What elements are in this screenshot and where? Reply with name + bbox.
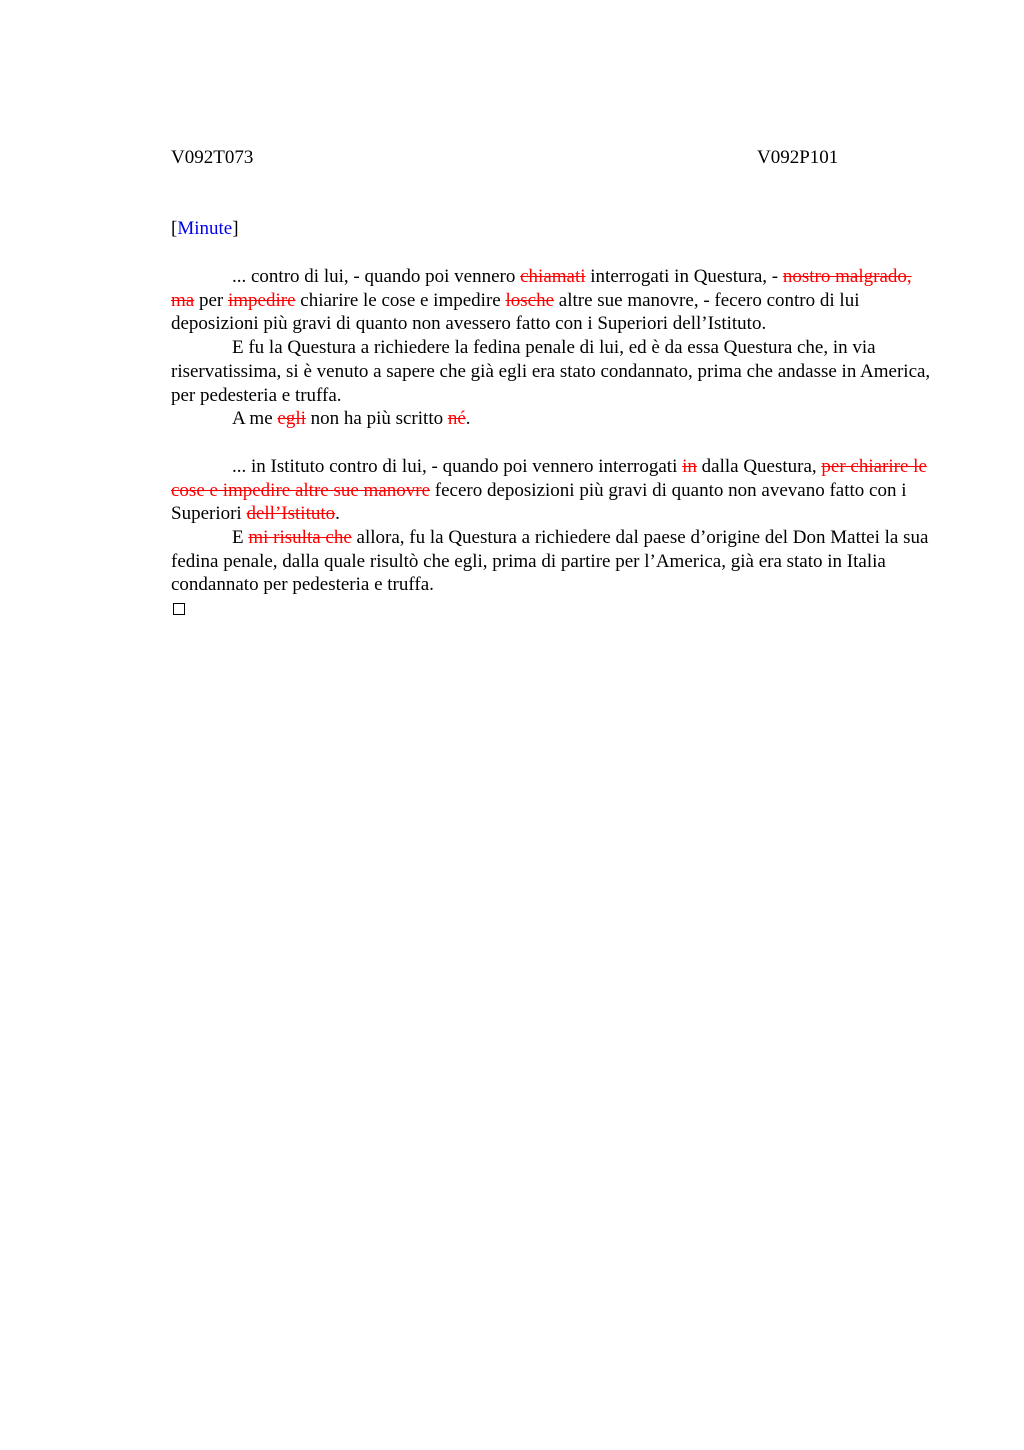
- text-run: A me: [232, 408, 278, 430]
- text-run: allora, fu la Questura a richiedere dal paese d’origine del Don Mattei la sua fedina penale, dalla quale risultò che egli, prima di partire per l’America, già era stato in Italia condannato per pedesteria e truffa.: [171, 527, 929, 596]
- deleted-text: nostro malgrado, ma: [171, 266, 912, 311]
- text-run: chiarire le cose e impedire: [295, 289, 506, 311]
- end-marker-box-icon: [173, 603, 185, 615]
- open-bracket: [: [171, 218, 178, 239]
- paragraph-2: [171, 336, 931, 407]
- paragraph-1: [171, 265, 931, 336]
- text-run: altre sue manovre, - fecero contro di lui deposizioni più gravi di quanto non avessero fatto con i Superiori dell’Istituto.: [171, 289, 860, 335]
- text-run: ... in Istituto contro di lui, - quando poi vennero interrogati: [232, 455, 683, 477]
- section-label: [171, 217, 239, 241]
- paragraph-3: [171, 407, 931, 431]
- document-code-right: V092P101: [757, 147, 839, 168]
- document-body: [171, 265, 931, 615]
- text-run: interrogati in Questura, -: [585, 266, 783, 287]
- deleted-text: chiamati: [520, 266, 586, 287]
- text-run: fecero deposizioni più gravi di quanto non avevano fatto con i Superiori: [171, 479, 907, 525]
- section-label-text: Minute: [177, 218, 233, 239]
- text-run: .: [335, 503, 340, 525]
- deleted-text: dell’Istituto: [246, 503, 336, 525]
- deleted-text: egli: [277, 408, 306, 430]
- paragraph-gap: [171, 431, 931, 455]
- paragraph-5: [171, 526, 931, 597]
- deleted-text: impedire: [227, 289, 296, 311]
- document-code-left: V092T073: [171, 147, 254, 168]
- deleted-text: né: [447, 408, 466, 430]
- deleted-text: in: [682, 455, 697, 477]
- text-run: .: [465, 408, 471, 430]
- deleted-text: per chiarire le cose e impedire altre sue manovre: [171, 455, 927, 501]
- text-run: E fu la Questura a richiedere la fedina penale di lui, ed è da essa Questura che, in via riservatissima, si è venuto a sapere che già egli era stato condannato, prima che andasse in America, per pedesteria e truffa.: [171, 337, 931, 406]
- deleted-text: losche: [505, 289, 555, 311]
- text-run: ... contro di lui, - quando poi vennero: [232, 266, 521, 287]
- text-run: dalla Questura,: [696, 455, 822, 477]
- deleted-text: mi risulta che: [248, 527, 352, 549]
- close-bracket: ]: [232, 218, 239, 239]
- text-run: per: [194, 289, 228, 311]
- text-run: non ha più scritto: [305, 408, 448, 430]
- text-run: E: [232, 527, 249, 549]
- paragraph-4: [171, 455, 931, 526]
